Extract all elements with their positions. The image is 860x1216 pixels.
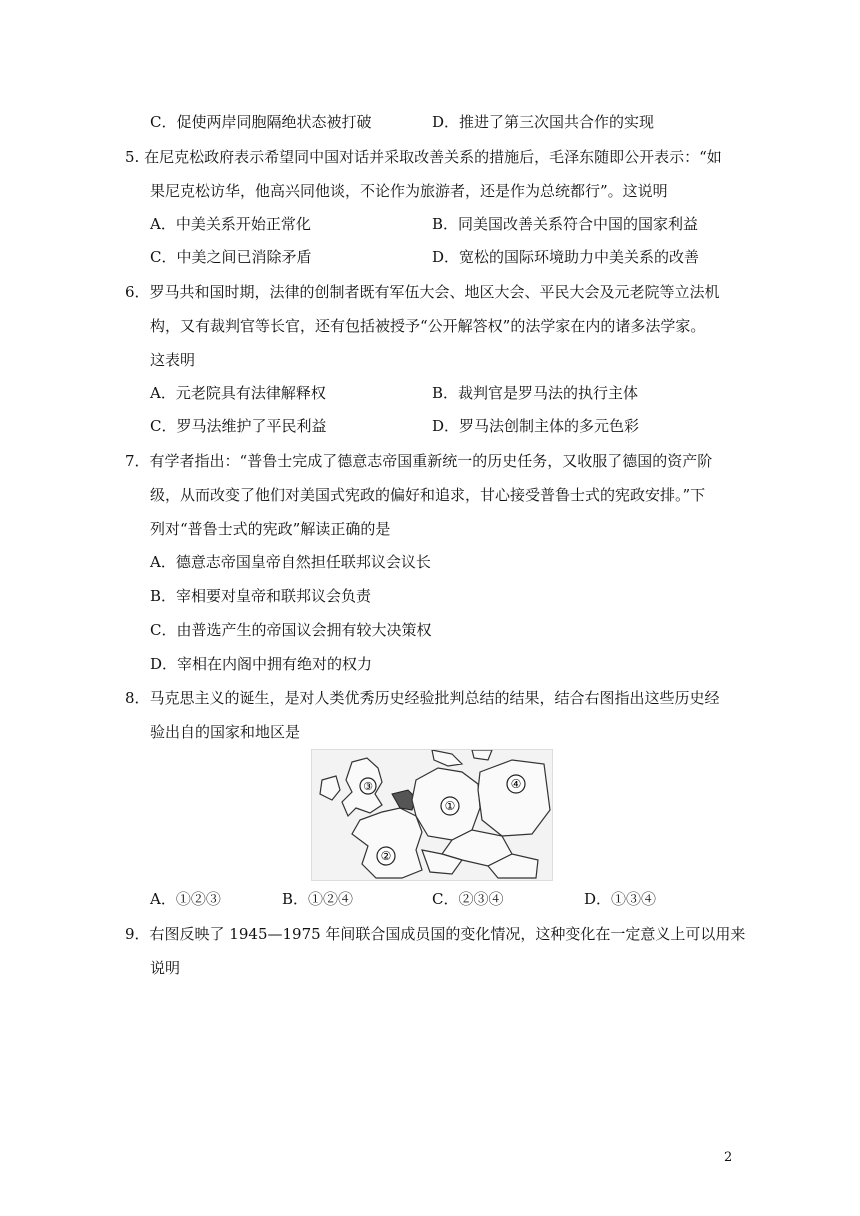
q5-stem-line2: 果尼克松访华，他高兴同他谈，不论作为旅游者，还是作为总统都行”。这说明 — [150, 182, 668, 200]
europe-map-drawing — [312, 750, 552, 880]
q7-stem-line3: 列对“普鲁士式的宪政”解读正确的是 — [150, 520, 391, 538]
q6-stem-line2: 构，又有裁判官等长官，还有包括被授予“公开解答权”的法学家在内的诸多法学家。 — [150, 317, 706, 335]
q6-option-d: D．罗马法创制主体的多元色彩 — [432, 417, 640, 435]
q5-option-a: A．中美关系开始正常化 — [150, 215, 311, 233]
q8-option-a: A．①②③ — [150, 890, 221, 908]
q9-stem-line1: 9．右图反映了 1945—1975 年间联合国成员国的变化情况，这种变化在一定意义上可以用来 — [125, 925, 746, 943]
q7-option-d: D．宰相在内阁中拥有绝对的权力 — [150, 655, 373, 673]
q8-option-c: C．②③④ — [432, 890, 504, 908]
q5-option-d: D．宽松的国际环境助力中美关系的改善 — [432, 248, 700, 266]
page-number: 2 — [724, 1150, 733, 1165]
q4-option-c: C．促使两岸同胞隔绝状态被打破 — [150, 113, 372, 131]
q6-stem-line1: 6．罗马共和国时期，法律的创制者既有军伍大会、地区大会、平民大会及元老院等立法机 — [125, 283, 720, 301]
q8-stem-line1: 8．马克思主义的诞生，是对人类优秀历史经验批判总结的结果，结合右图指出这些历史经 — [125, 689, 720, 707]
q7-stem-line2: 级，从而改变了他们对美国式宪政的偏好和追求，甘心接受普鲁士式的宪政安排。”下 — [150, 486, 706, 504]
q5-option-c: C．中美之间已消除矛盾 — [150, 248, 312, 266]
map-label-2: ② — [380, 849, 392, 863]
q7-stem-line1: 7．有学者指出：“普鲁士完成了德意志帝国重新统一的历史任务，又收服了德国的资产阶 — [125, 452, 713, 470]
map-label-1: ① — [444, 799, 456, 813]
map-label-4: ④ — [510, 777, 522, 791]
q5-option-b: B．同美国改善关系符合中国的国家利益 — [432, 215, 699, 233]
q7-option-a: A．德意志帝国皇帝自然担任联邦议会议长 — [150, 553, 431, 571]
q4-option-d: D．推进了第三次国共合作的实现 — [432, 113, 655, 131]
q7-option-b: B．宰相要对皇帝和联邦议会负责 — [150, 587, 372, 605]
q6-stem-line3: 这表明 — [150, 351, 196, 369]
q8-option-b: B．①②④ — [282, 890, 354, 908]
q9-stem-line2: 说明 — [150, 959, 181, 977]
q6-option-b: B．裁判官是罗马法的执行主体 — [432, 384, 639, 402]
q8-stem-line2: 验出自的国家和地区是 — [150, 723, 301, 741]
q6-option-c: C．罗马法维护了平民利益 — [150, 417, 327, 435]
q6-option-a: A．元老院具有法律解释权 — [150, 384, 326, 402]
europe-map-image — [311, 749, 553, 881]
q7-option-c: C．由普选产生的帝国议会拥有较大决策权 — [150, 621, 432, 639]
map-label-3: ③ — [363, 780, 373, 793]
q8-option-d: D．①③④ — [584, 890, 657, 908]
q5-stem-line1: 5. 在尼克松政府表示希望同中国对话并采取改善关系的措施后，毛泽东随即公开表示：“如 — [125, 148, 722, 166]
